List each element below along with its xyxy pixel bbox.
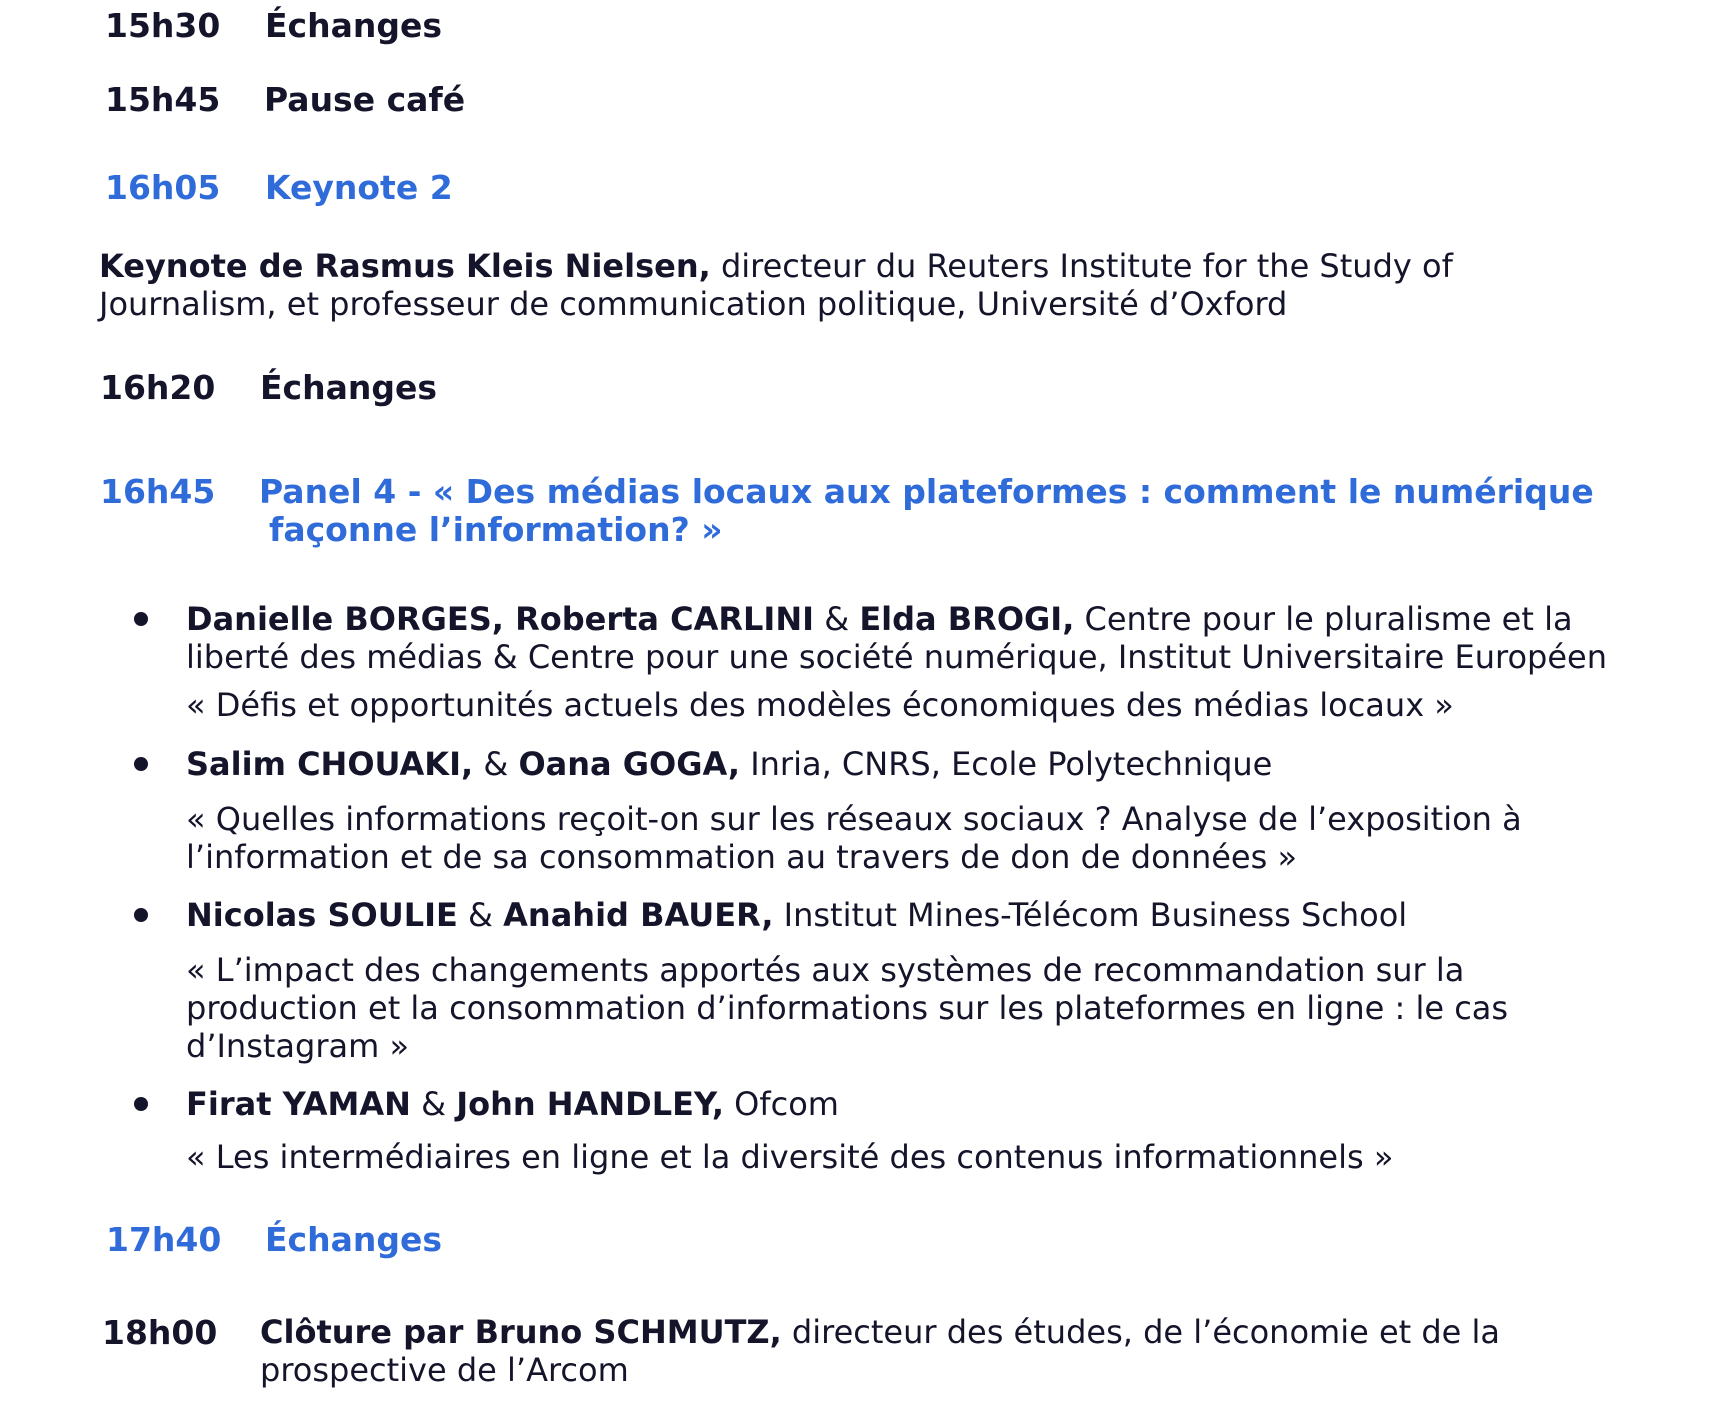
panel-item-3-affiliation: Institut Mines-Télécom Business School xyxy=(773,896,1408,934)
panel-item-4-authors xyxy=(186,1085,839,1123)
time-1605: 16h05 xyxy=(105,168,221,207)
panel-item-1-affiliation-line2: liberté des médias & Centre pour une société numérique, Institut Universitaire Européen xyxy=(186,638,1608,676)
panel-item-3-author1: Nicolas SOULIE xyxy=(186,896,458,934)
panel-item-1-sep: & xyxy=(814,600,860,638)
panel-item-4-author1: Firat YAMAN xyxy=(186,1085,411,1123)
heading-echanges-1740: Échanges xyxy=(265,1220,443,1259)
panel-item-2-authors xyxy=(186,745,1272,783)
heading-echanges-1620: Échanges xyxy=(260,368,438,407)
panel-item-2-author2: Oana GOGA, xyxy=(518,745,741,783)
panel-title-line1: Panel 4 - « Des médias locaux aux plateformes : comment le numérique xyxy=(259,472,1594,511)
time-1800: 18h00 xyxy=(102,1313,218,1352)
closing-role: directeur des études, de l’économie et de la xyxy=(781,1313,1501,1351)
keynote-affiliation: directeur du Reuters Institute for the Study of xyxy=(710,247,1453,285)
panel-item-4-talk: « Les intermédiaires en ligne et la diversité des contenus informationnels » xyxy=(186,1138,1394,1176)
time-1740: 17h40 xyxy=(106,1220,222,1259)
time-1530: 15h30 xyxy=(105,6,221,45)
panel-item-1-affiliation: Centre pour le pluralisme et la xyxy=(1074,600,1573,638)
panel-item-3-talk-line3: d’Instagram » xyxy=(186,1027,410,1065)
panel-item-4-sep: & xyxy=(410,1085,457,1123)
keynote-speaker: Keynote de Rasmus Kleis Nielsen, xyxy=(99,247,711,285)
heading-keynote-2: Keynote 2 xyxy=(265,168,453,207)
heading-echanges-1530: Échanges xyxy=(265,6,443,45)
panel-item-4-affiliation: Ofcom xyxy=(723,1085,839,1123)
panel-item-3-author2: Anahid BAUER, xyxy=(503,896,774,934)
panel-item-1-author2: Elda BROGI, xyxy=(859,600,1075,638)
closing-speaker: Clôture par Bruno SCHMUTZ, xyxy=(260,1313,782,1351)
bullet-icon xyxy=(134,757,148,771)
bullet-icon xyxy=(134,908,148,922)
panel-item-2-author1: Salim CHOUAKI, xyxy=(186,745,474,783)
panel-item-1-authors xyxy=(186,600,1573,638)
bullet-icon xyxy=(134,1097,148,1111)
heading-pause-cafe: Pause café xyxy=(264,80,466,119)
panel-item-2-sep: & xyxy=(473,745,519,783)
bullet-icon xyxy=(134,612,148,626)
panel-item-3-talk-line1: « L’impact des changements apportés aux systèmes de recommandation sur la xyxy=(186,951,1465,989)
keynote-description-line2: Journalism, et professeur de communication politique, Université d’Oxford xyxy=(99,285,1288,323)
time-1620: 16h20 xyxy=(100,368,216,407)
panel-item-3-authors xyxy=(186,896,1407,934)
panel-item-1-author1: Danielle BORGES, Roberta CARLINI xyxy=(186,600,815,638)
panel-item-3-talk-line2: production et la consommation d’informations sur les plateformes en ligne : le cas xyxy=(186,989,1509,1027)
keynote-description-line1 xyxy=(99,247,1453,285)
panel-item-3-sep: & xyxy=(457,896,504,934)
panel-item-1-talk: « Défis et opportunités actuels des modèles économiques des médias locaux » xyxy=(186,686,1454,724)
panel-item-2-talk-line2: l’information et de sa consommation au travers de don de données » xyxy=(186,838,1298,876)
panel-item-4-author2: John HANDLEY, xyxy=(456,1085,724,1123)
closing-line2: prospective de l’Arcom xyxy=(260,1351,629,1389)
panel-item-2-talk-line1: « Quelles informations reçoit-on sur les réseaux sociaux ? Analyse de l’exposition à xyxy=(186,800,1522,838)
panel-item-2-affiliation: Inria, CNRS, Ecole Polytechnique xyxy=(740,745,1273,783)
closing-line1 xyxy=(260,1313,1500,1351)
panel-title-line2: façonne l’information? » xyxy=(269,510,723,549)
time-1645: 16h45 xyxy=(100,472,216,511)
time-1545: 15h45 xyxy=(105,80,221,119)
